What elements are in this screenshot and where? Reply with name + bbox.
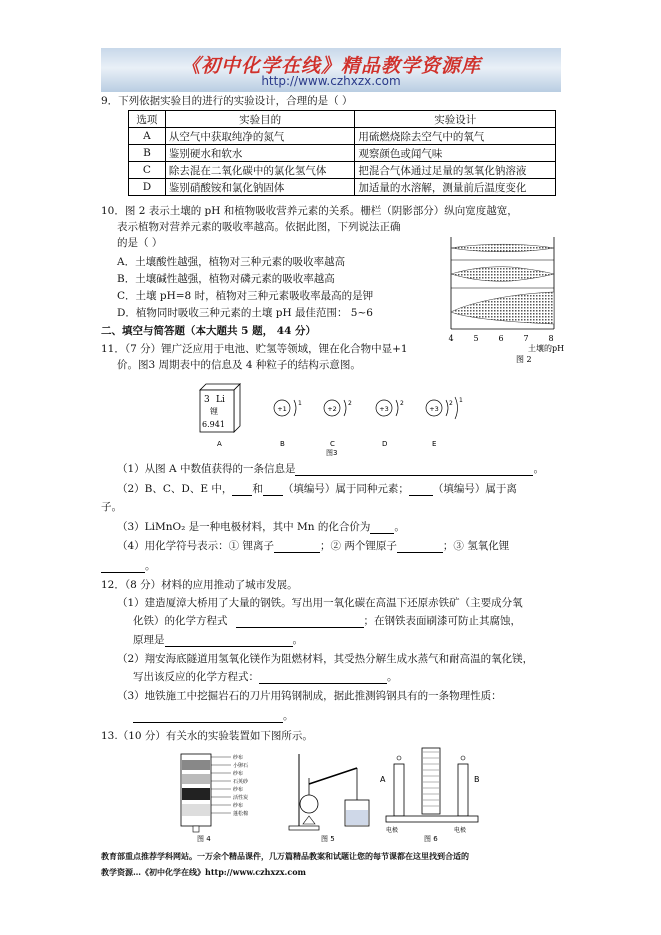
banner-title: 《初中化学在线》精品教学资源库 xyxy=(180,55,481,77)
q11-sub4-cont: 。 xyxy=(101,560,156,573)
electrode-label: 电极 xyxy=(454,827,467,834)
answer-blank[interactable] xyxy=(259,683,387,684)
nitrogen-band xyxy=(451,244,554,252)
tick-label: 4 xyxy=(448,334,454,343)
q10-line1: 10．图 2 表示土壤的 pH 和植物吸收营养元素的关系。栅栏（阴影部分）纵向宽度越宽， xyxy=(101,205,518,217)
figure-2-soil-ph-chart xyxy=(446,232,564,364)
shell-electrons: 2 xyxy=(400,400,404,407)
table-row xyxy=(129,145,556,162)
nucleus-charge: +3 xyxy=(429,405,439,413)
table-row xyxy=(129,179,556,196)
q12-p1-line1: （1）建造厦漳大桥用了大量的钢铁。写出用一氧化碳在高温下还原赤铁矿（主要成分氧 xyxy=(117,597,523,609)
q11-sub2-text: （填编号）属于同种元素； xyxy=(282,483,409,495)
label-a: A xyxy=(217,440,222,448)
beaker-water xyxy=(346,810,368,825)
shell-arc xyxy=(396,400,398,416)
answer-blank[interactable] xyxy=(236,627,364,628)
stand-base xyxy=(289,826,319,830)
q12-stem: 12．（8 分）材料的应用推动了城市发展。 xyxy=(101,579,298,591)
q10-option-b: B．土壤碱性越强，植物对磷元素的吸收率越高 xyxy=(117,273,335,285)
filter-label: 蓬松棉 xyxy=(233,811,249,817)
q10-option-d: D．植物同时吸收三种元素的土壤 pH 最佳范围： 5~6 xyxy=(117,307,373,319)
figure-3-atom-diagrams xyxy=(190,380,470,456)
tube-a xyxy=(394,764,404,816)
shell-electrons: 2 xyxy=(449,400,453,407)
q11-sub2-text: 和 xyxy=(252,483,263,495)
nucleus-charge: +1 xyxy=(277,405,287,413)
figure-caption: 图 5 xyxy=(321,835,335,842)
q9-table xyxy=(128,110,556,196)
element-mass: 6.941 xyxy=(202,420,225,429)
filter-label: 石英砂 xyxy=(233,779,249,785)
table-cell: C xyxy=(129,162,166,179)
answer-blank[interactable] xyxy=(370,533,394,534)
table-header-row xyxy=(129,111,556,128)
filter-label: 纱布 xyxy=(233,787,244,793)
nucleus-charge: +2 xyxy=(327,405,337,413)
table-cell: 加适量的水溶解，测量前后温度变化 xyxy=(355,179,556,196)
table-row xyxy=(129,162,556,179)
answer-blank[interactable] xyxy=(101,572,145,573)
tick-label: 7 xyxy=(523,334,529,343)
table-row xyxy=(129,128,556,145)
shell-electrons: 1 xyxy=(459,397,463,404)
nucleus-charge: +3 xyxy=(379,405,389,413)
q11-sub3-text: 。 xyxy=(394,521,405,533)
q12-p3-line1: （3）地铁施工中挖掘岩石的刀片用钨钢制成，据此推测钨钢具有的一条物理性质： xyxy=(117,690,502,702)
q11-line2: 价。图3 周期表中的信息及 4 种粒子的结构示意图。 xyxy=(117,359,361,371)
answer-blank[interactable] xyxy=(409,495,433,496)
table-cell: 用硫燃烧除去空气中的氧气 xyxy=(355,128,556,145)
base-channel xyxy=(386,816,478,822)
answer-blank[interactable] xyxy=(295,475,533,476)
label-d: D xyxy=(382,440,388,448)
banner-url[interactable]: http://www.czhxzx.com xyxy=(261,74,401,88)
filter-labels xyxy=(233,754,249,817)
shell-arc xyxy=(446,400,448,416)
table-header: 实验目的 xyxy=(165,111,355,128)
q11-sub2-text: （填编号）属于离 xyxy=(432,483,517,495)
table-header: 实验设计 xyxy=(355,111,556,128)
element-symbol: Li xyxy=(216,395,225,405)
shell-arc xyxy=(455,397,458,419)
q9-stem: 9．下列依据实验目的进行的实验设计，合理的是（ ） xyxy=(101,95,353,107)
q13-stem: 13.（10 分）有关水的实验装置如下图所示。 xyxy=(101,730,313,742)
element-cell-top xyxy=(200,384,240,390)
table-cell: 除去混在二氧化碳中的氯化氢气体 xyxy=(165,162,355,179)
answer-blank[interactable] xyxy=(397,552,443,553)
figure-caption: 图 4 xyxy=(197,835,211,842)
q10-option-c: C．土壤 pH=8 时，植物对三种元素吸收率最高的是钾 xyxy=(117,290,374,302)
q11-sub4-text: ；③ 氢氧化锂 xyxy=(442,540,510,552)
figure-5-distillation xyxy=(285,744,380,842)
shell-electrons: 1 xyxy=(298,400,302,407)
table-cell: 鉴别硬水和软水 xyxy=(165,145,355,162)
q11-line1: 11．（7 分）锂广泛应用于电池、贮氢等领域，锂在化合物中显+1 xyxy=(101,343,408,355)
table-cell: 从空气中获取纯净的氮气 xyxy=(165,128,355,145)
stopcock-b xyxy=(461,756,465,760)
axis-label: 土壤的pH xyxy=(528,344,564,353)
label-e: E xyxy=(432,440,437,448)
q10-option-a: A．土壤酸性越强，植物对三种元素的吸收率越高 xyxy=(117,256,346,268)
potassium-band xyxy=(451,292,554,324)
answer-blank[interactable] xyxy=(274,552,320,553)
q12-p3-line2: 。 xyxy=(133,710,294,723)
q12-p2-line2: 写出该反应的化学方程式： 。 xyxy=(133,671,398,683)
table-cell: 把混合气体通过足量的氢氧化钠溶液 xyxy=(355,162,556,179)
layer-sand xyxy=(182,774,210,784)
answer-blank[interactable] xyxy=(165,646,293,647)
element-cell-side xyxy=(234,384,240,432)
figure-caption: 图3 xyxy=(326,449,338,456)
condenser xyxy=(309,768,357,784)
q11-sub3-text: （3）LiMnO₂ 是一种电极材料，其中 Mn 的化合价为 xyxy=(117,521,371,533)
label-leaders xyxy=(211,757,231,813)
table-cell: B xyxy=(129,145,166,162)
filter-label: 纱布 xyxy=(233,755,244,761)
electrode-label: 电极 xyxy=(386,827,399,834)
tick-label: 6 xyxy=(498,334,504,343)
label-c: C xyxy=(330,440,335,448)
q12-p2-line1: （2）翔安海底隧道用氢氧化镁作为阻燃材料，其受热分解生成水蒸气和耐高温的氧化镁， xyxy=(117,653,534,665)
filter-label: 纱布 xyxy=(233,771,244,777)
element-number: 3 xyxy=(204,395,210,405)
footer-line1: 教育部重点推荐学科网站。一万余个精品课件，几万篇精品教案和试题让您的每节课都在这里找到合适的 xyxy=(101,851,469,861)
figure-caption: 图 2 xyxy=(516,355,532,364)
tick-label: 8 xyxy=(548,334,554,343)
q12-p1-line3: 原理是 。 xyxy=(133,634,303,646)
q11-sub3 xyxy=(117,521,405,534)
section-title: 二、填空与简答题（本大题共 5 题， 44 分） xyxy=(101,325,317,337)
tick-label: 5 xyxy=(473,334,479,343)
header-banner xyxy=(101,48,561,92)
layer-cotton xyxy=(182,804,210,816)
q12-p1-line2: 化铁）的化学方程式 ；在钢铁表面刷漆可防止其腐蚀， xyxy=(133,615,521,627)
answer-blank[interactable] xyxy=(232,495,252,496)
table-cell: D xyxy=(129,179,166,196)
q11-sub4-text: ；② 两个锂原子 xyxy=(320,540,397,552)
answer-blank[interactable] xyxy=(263,495,283,496)
tube-label: A xyxy=(380,775,386,784)
filter-label: 小卵石 xyxy=(233,763,249,769)
flask xyxy=(300,795,318,813)
outlet xyxy=(193,826,199,832)
table-cell: A xyxy=(129,128,166,145)
element-name: 锂 xyxy=(210,407,218,416)
answer-blank[interactable] xyxy=(133,722,283,723)
q11-sub4 xyxy=(117,540,509,553)
label-b: B xyxy=(280,440,285,448)
phosphorus-band xyxy=(451,267,554,281)
figure-6-electrolysis xyxy=(372,744,490,842)
layer-carbon xyxy=(182,788,210,800)
q10-line2: 表示植物对营养元素的吸收率越高。依据此图，下列说法正确 xyxy=(117,221,401,233)
filter-label: 活性炭 xyxy=(233,795,249,801)
layer-pebbles xyxy=(182,760,210,770)
tube-label: B xyxy=(474,775,480,784)
shell-electrons: 2 xyxy=(348,400,352,407)
table-cell: 鉴别硝酸铵和氯化钠固体 xyxy=(165,179,355,196)
table-cell: 观察颜色或闻气味 xyxy=(355,145,556,162)
q11-sub2-cont: 子。 xyxy=(101,501,122,513)
q11-sub1-text: （1）从图 A 中数值获得的一条信息是 xyxy=(117,463,296,475)
q11-sub4-text: （4）用化学符号表示：① 锂离子 xyxy=(117,540,275,552)
footer-line2: 教学资源…《初中化学在线》http://www.czhxzx.com xyxy=(101,867,307,877)
tube-b xyxy=(458,764,468,816)
filter-label: 纱布 xyxy=(233,803,244,809)
table-header: 选项 xyxy=(129,111,166,128)
q10-line3: 的是（ ） xyxy=(117,237,163,249)
shell-arc xyxy=(344,400,346,416)
shell-arc xyxy=(294,400,296,416)
stopcock-a xyxy=(397,756,401,760)
q11-sub2-text: （2）B、C、D、E 中， xyxy=(117,483,233,495)
q11-sub1: （1）从图 A 中数值获得的一条信息是 。 xyxy=(117,463,544,475)
burner xyxy=(303,816,315,824)
q11-sub2 xyxy=(117,483,517,496)
figure-caption: 图 6 xyxy=(424,835,438,842)
figure-4-water-filter xyxy=(175,744,270,842)
